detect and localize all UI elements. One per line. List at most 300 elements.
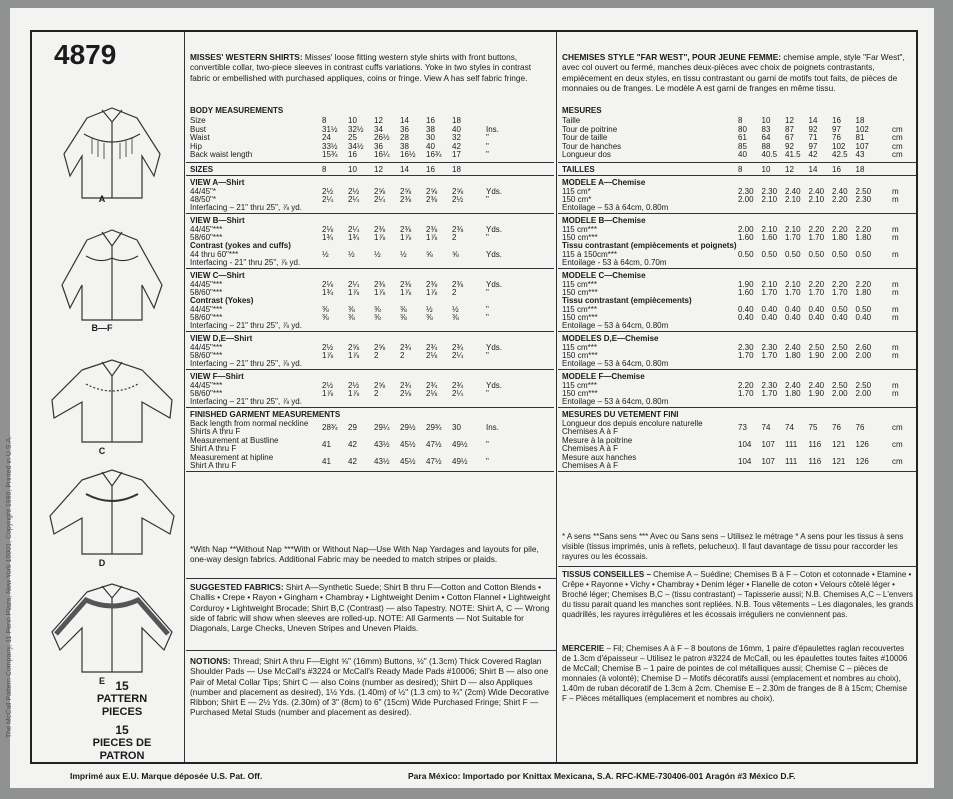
yardage-value: 0.40 <box>808 313 825 322</box>
yardage-value: 2¼ <box>348 225 360 234</box>
yardage-unit: Yds. <box>486 187 503 196</box>
fabric-width: 58/60"*** <box>190 351 223 360</box>
en-nap-note: *With Nap **Without Nap ***With or Without Nap—Use With Nap Yardages and layouts for pile, one-way design fabrics. Additional Fabric may be needed to match stripes or plaids. <box>190 544 539 565</box>
view-title: MODELE C—Chemise <box>562 271 646 280</box>
finished-value: 76 <box>855 423 865 432</box>
yardage-value: 2 <box>400 351 405 360</box>
measure-value: 64 <box>761 133 771 143</box>
finished-value: 107 <box>761 440 775 449</box>
fabric-width: 44/45"*** <box>190 280 223 289</box>
en-notions-heading: NOTIONS: <box>190 656 231 666</box>
yardage-unit: m <box>892 381 899 390</box>
yardage-value: 1⅞ <box>348 351 360 360</box>
yardage-value: 2⅝ <box>452 187 464 196</box>
yardage-value: 2.20 <box>808 280 825 289</box>
interfacing-note: Interfacing – 21" thru 25", ⅞ yd. <box>190 321 302 330</box>
yardage-value: ½ <box>348 250 355 259</box>
yardage-value: 2.20 <box>832 280 848 289</box>
yardage-unit: Yds. <box>486 250 503 259</box>
finished-label: Shirt A thru F <box>190 444 237 453</box>
yardage-value: 1⅞ <box>348 389 360 398</box>
finished-value: 116 <box>808 457 822 466</box>
pieces-label-fr: PIECES DE PATRON <box>92 737 152 762</box>
yardage-value: 1.80 <box>855 288 872 297</box>
yardage-value: ½ <box>400 250 407 259</box>
finished-value: 49½ <box>452 457 468 466</box>
yardage-value: ⅜ <box>374 305 381 314</box>
fabric-width: 150 cm* <box>562 195 592 204</box>
yardage-value: ⅜ <box>452 313 459 322</box>
side-copyright <box>4 268 24 748</box>
yardage-value: ⅜ <box>400 313 407 322</box>
finished-value: 126 <box>855 440 869 449</box>
finished-label: Measurement at Bustline <box>190 436 279 445</box>
yardage-value: 2 <box>452 288 457 297</box>
interfacing-note: Entoilage – 53 à 64cm, 0.80m <box>562 397 669 406</box>
measure-value: 32 <box>452 133 461 143</box>
fabric-width: 150 cm*** <box>562 233 598 242</box>
yardage-value: ⅜ <box>348 313 355 322</box>
fabric-width: 58/60"*** <box>190 313 223 322</box>
finished-label: Back length from normal neckline <box>190 419 309 428</box>
yardage-value: 1.70 <box>832 288 848 297</box>
measure-value: 26½ <box>374 133 390 143</box>
yardage-value: 2.60 <box>855 343 872 352</box>
yardage-value: 0.40 <box>832 313 848 322</box>
yardage-value: 2¾ <box>426 381 438 390</box>
finished-label: Mesure aux hanches <box>562 453 637 462</box>
fabric-width: 44/45"* <box>190 187 216 196</box>
en-fabrics-heading: SUGGESTED FABRICS: <box>190 582 284 592</box>
view-d-label: D <box>98 558 106 568</box>
measure-value: 17 <box>452 150 461 160</box>
measure-value: 12 <box>374 116 383 125</box>
sizes-value: 18 <box>452 165 461 174</box>
measure-value: 97 <box>808 141 818 151</box>
measure-value: 97 <box>832 124 841 134</box>
view-a-shirt-icon <box>64 108 160 198</box>
yardage-unit: Yds. <box>486 343 503 352</box>
finished-value: 73 <box>738 423 747 432</box>
yardage-value: 2.50 <box>832 343 848 352</box>
fabric-width: 44/45"*** <box>190 225 223 234</box>
yardage-value: 0.50 <box>808 250 825 259</box>
yardage-unit: m <box>892 343 899 352</box>
yardage-value: 2.40 <box>808 381 825 390</box>
finished-heading: MESURES DU VETEMENT FINI <box>562 410 679 419</box>
yardage-value: 1¾ <box>322 288 334 297</box>
yardage-value: 0.40 <box>808 305 825 314</box>
yardage-unit: " <box>486 313 489 322</box>
finished-value: 126 <box>855 457 869 466</box>
fabric-width: 115 cm*** <box>562 280 597 289</box>
measure-label: Size <box>190 116 206 125</box>
finished-label: Shirt A thru F <box>190 461 237 470</box>
measure-value: 102 <box>832 141 846 151</box>
measure-value: 15¾ <box>322 150 338 160</box>
yardage-value: 0.40 <box>785 305 801 314</box>
yardage-value: 2¼ <box>374 195 386 204</box>
measure-value: 32½ <box>348 124 364 134</box>
yardage-unit: Yds. <box>486 381 503 390</box>
view-c-label: C <box>98 446 106 456</box>
yardage-value: 2.10 <box>761 195 778 204</box>
yardage-value: 2.30 <box>761 187 778 196</box>
fabric-width: 150 cm*** <box>562 288 598 297</box>
finished-value: 74 <box>785 423 794 432</box>
measure-value: 87 <box>785 124 794 134</box>
measure-label: Tour de poitrine <box>562 124 618 134</box>
yardage-value: 2.30 <box>738 343 754 352</box>
measure-value: 40 <box>426 141 435 151</box>
yardage-value: 2¾ <box>400 381 412 390</box>
yardage-value: 2.40 <box>785 343 801 352</box>
measure-value: 34½ <box>348 141 364 151</box>
yardage-value: 2½ <box>322 381 334 390</box>
yardage-value: 2.00 <box>855 389 872 398</box>
yardage-value: 2⅛ <box>400 389 412 398</box>
yardage-value: ⅜ <box>322 305 329 314</box>
measure-value: 24 <box>322 133 331 143</box>
yardage-value: 1¾ <box>348 233 360 242</box>
yardage-value: ½ <box>322 250 329 259</box>
measure-unit: Ins. <box>486 124 499 134</box>
yardage-value: 0.40 <box>855 313 872 322</box>
yardage-value: 1⅞ <box>322 389 334 398</box>
view-e-shirt-icon <box>52 584 172 672</box>
yardage-value: 1.70 <box>761 288 778 297</box>
measure-unit: " <box>486 133 489 143</box>
measure-value: 28 <box>400 133 409 143</box>
yardage-value: 0.50 <box>832 305 848 314</box>
yardage-value: 2⅜ <box>426 280 438 289</box>
measure-value: 102 <box>855 124 869 134</box>
yardage-value: 1¾ <box>322 233 334 242</box>
yardage-value: 1⅞ <box>426 233 438 242</box>
en-measurement-tables <box>190 106 554 566</box>
sizes-value: 16 <box>426 165 435 174</box>
measure-value: 10 <box>761 116 771 125</box>
yardage-unit: m <box>892 225 899 234</box>
yardage-unit: m <box>892 250 899 259</box>
yardage-value: 1.60 <box>738 288 754 297</box>
fabric-width: 115 cm*** <box>562 381 597 390</box>
measure-value: 33½ <box>322 141 338 151</box>
yardage-value: 2⅜ <box>452 280 464 289</box>
measure-value: 36 <box>400 124 409 134</box>
sizes-value: 8 <box>322 165 327 174</box>
yardage-value: 0.40 <box>761 305 778 314</box>
yardage-value: 2.10 <box>785 280 801 289</box>
yardage-unit: m <box>892 288 899 297</box>
en-description-text: Misses' loose fitting western style shirts with front buttons, convertible collar, two-piece sleeves in contrast cuffs variations. Yoke in two styles in contrast fabric or embellished with purchased appliques, coins or fringe. View A has self fabric fringe. <box>190 52 532 83</box>
fabric-width: 115 cm*** <box>562 225 597 234</box>
yardage-value: 2.40 <box>832 187 848 196</box>
view-bf-label: B—F <box>91 323 113 333</box>
yardage-value: ½ <box>426 305 433 314</box>
yardage-value: ½ <box>452 305 459 314</box>
yardage-unit: " <box>486 389 489 398</box>
measure-value: 40 <box>738 150 747 160</box>
yardage-value: 2.40 <box>785 381 801 390</box>
measure-value: 76 <box>832 133 841 143</box>
fabric-width: 115 cm* <box>562 187 591 196</box>
fr-nap-note: * A sens **Sans sens *** Avec ou Sans sens – Utilisez le métrage * A sens pour les tissus à sens visible (tissus imprimés, unis à reflets, pelucheux). Il faut davantage de tissu pour raccorder les rayures ou les écossais. <box>562 532 904 561</box>
yardage-value: 2½ <box>322 187 334 196</box>
measure-value: 16½ <box>400 150 416 160</box>
measure-label: Hip <box>190 141 203 151</box>
yardage-value: 1.80 <box>855 233 872 242</box>
sizes-value: 18 <box>855 165 865 174</box>
fabric-width: 58/60"*** <box>190 389 223 398</box>
measure-unit: cm <box>892 141 903 151</box>
finished-value: 104 <box>738 440 752 449</box>
measure-value: 81 <box>855 133 865 143</box>
measure-value: 18 <box>452 116 461 125</box>
finished-value: 42 <box>348 440 357 449</box>
measure-value: 38 <box>426 124 435 134</box>
finished-value: 111 <box>785 457 798 466</box>
sizes-label: SIZES <box>190 165 214 174</box>
fabric-width: 44/45"*** <box>190 381 223 390</box>
sizes-label: TAILLES <box>562 165 595 174</box>
yardage-unit: Yds. <box>486 280 503 289</box>
fabric-width: 150 cm*** <box>562 351 598 360</box>
measure-value: 8 <box>322 116 327 125</box>
fr-fabrics-text: Chemise A – Suédine; Chemises B à F – Coton et cotonnade • Etamine • Crêpe • Rayonne • Vichy • Chambray • Denim léger • Flanelle de coton • Velours côtelé léger • Broché léger; Chemises B,C – (tissu contrastant) – Tapisserie aussi; N.B. Chemises A,C – L'envers du tissu parait quand les manches sont repliées. N.B. Tous vêtements – Les diagonales, les grands quadrillés, les rayures irrégulières et les écossais irréguliers ne conviennent pas. <box>562 570 914 619</box>
interfacing-note: Entoilage – 53 à 64cm, 0.80m <box>562 321 669 330</box>
en-title: MISSES' WESTERN SHIRTS: <box>190 52 303 62</box>
yardage-unit: " <box>486 233 489 242</box>
finished-label: Chemises A à F <box>562 427 619 436</box>
measure-value: 40.5 <box>761 150 778 160</box>
yardage-value: 1.70 <box>808 288 825 297</box>
measure-unit: cm <box>892 124 903 134</box>
measure-value: 85 <box>738 141 747 151</box>
fabric-width: 115 cm*** <box>562 305 597 314</box>
finished-value: 75 <box>808 423 818 432</box>
yardage-value: 2½ <box>452 195 464 204</box>
finished-unit: cm <box>892 423 903 432</box>
measure-label: Taille <box>562 116 581 125</box>
yardage-value: 2.10 <box>761 225 778 234</box>
yardage-value: 2.20 <box>808 225 825 234</box>
yardage-value: 1.70 <box>761 351 778 360</box>
view-e-label: E <box>98 676 105 686</box>
measure-value: 25 <box>348 133 357 143</box>
interfacing-note: Interfacing – 21" thru 25", ⅞ yd. <box>190 203 302 212</box>
yardage-value: 2.20 <box>832 195 848 204</box>
yardage-unit: m <box>892 389 899 398</box>
yardage-value: ⅜ <box>348 305 355 314</box>
yardage-unit: m <box>892 305 899 314</box>
yardage-value: 2.10 <box>785 225 801 234</box>
measure-label: Tour de taille <box>562 133 608 143</box>
contrast-heading: Contrast (yokes and cuffs) <box>190 241 291 250</box>
yardage-value: 1⅞ <box>400 233 412 242</box>
yardage-unit: Yds. <box>486 225 503 234</box>
finished-value: 116 <box>808 440 822 449</box>
yardage-value: 2.30 <box>761 381 778 390</box>
contrast-heading: Tissu contrastant (empiècements) <box>562 296 692 305</box>
yardage-value: 2⅜ <box>452 225 464 234</box>
sizes-value: 16 <box>832 165 841 174</box>
yardage-unit: m <box>892 313 899 322</box>
measure-value: 16 <box>832 116 841 125</box>
sizes-value: 14 <box>400 165 409 174</box>
finished-value: 45½ <box>400 440 416 449</box>
yardage-unit: " <box>486 195 489 204</box>
finished-value: 30 <box>452 423 461 432</box>
body-measurements-heading: MESURES <box>562 106 602 115</box>
interfacing-note: Interfacing – 21" thru 25", ⅞ yd. <box>190 397 302 406</box>
finished-heading: FINISHED GARMENT MEASUREMENTS <box>190 410 341 419</box>
finished-unit: " <box>486 457 489 466</box>
yardage-value: 2.20 <box>855 280 872 289</box>
finished-value: 29¼ <box>374 423 390 432</box>
finished-value: 28¾ <box>322 423 338 432</box>
finished-value: 47½ <box>426 457 442 466</box>
finished-value: 29¾ <box>426 423 442 432</box>
fabric-width: 150 cm*** <box>562 389 598 398</box>
view-title: VIEW C—Shirt <box>190 271 245 280</box>
sizes-value: 10 <box>348 165 357 174</box>
yardage-value: 2.30 <box>855 195 872 204</box>
fr-suggested-fabrics <box>562 570 914 620</box>
yardage-value: ⅝ <box>426 250 433 259</box>
finished-value: 111 <box>785 440 798 449</box>
yardage-unit: " <box>486 288 489 297</box>
yardage-value: 0.50 <box>855 305 872 314</box>
yardage-value: 2.10 <box>761 280 778 289</box>
measure-value: 92 <box>785 141 794 151</box>
finished-label: Longueur dos depuis encolure naturelle <box>562 419 703 428</box>
yardage-unit: " <box>486 351 489 360</box>
measure-value: 12 <box>785 116 794 125</box>
interfacing-note: Entoilage – 53 à 64cm, 0.80m <box>562 359 669 368</box>
contrast-heading: Tissu contrastant (empiècements et poignets) <box>562 241 737 250</box>
yardage-value: 1.60 <box>738 233 754 242</box>
yardage-value: 2.00 <box>738 225 754 234</box>
en-description <box>190 52 550 83</box>
fr-fabrics-heading: TISSUS CONSEILLES – <box>562 570 651 579</box>
fabric-width: 58/60"*** <box>190 288 223 297</box>
yardage-value: 2⅜ <box>426 225 438 234</box>
finished-label: Mesure à la poitrine <box>562 436 633 445</box>
view-c-shirt-icon <box>52 360 172 442</box>
yardage-value: ½ <box>374 250 381 259</box>
measure-value: 14 <box>400 116 409 125</box>
yardage-value: 2.40 <box>785 187 801 196</box>
view-title: MODELES D,E—Chemise <box>562 334 659 343</box>
yardage-unit: m <box>892 187 899 196</box>
yardage-unit: m <box>892 195 899 204</box>
yardage-value: 0.50 <box>761 250 778 259</box>
pattern-pieces-label: PATTERN PIECES <box>96 693 148 718</box>
measure-unit: cm <box>892 150 903 160</box>
interfacing-note: Entoilage - 53 à 64cm, 0.70m <box>562 258 667 267</box>
finished-label: Measurement at hipline <box>190 453 274 462</box>
fabric-width: 44 thru 60"*** <box>190 250 239 259</box>
yardage-value: 2⅝ <box>400 187 412 196</box>
sizes-value: 10 <box>761 165 771 174</box>
yardage-value: 2⅝ <box>374 187 386 196</box>
view-title: VIEW A—Shirt <box>190 178 245 187</box>
yardage-unit: m <box>892 351 899 360</box>
instruction-frame <box>30 30 918 764</box>
measure-value: 107 <box>855 141 869 151</box>
yardage-value: 2.10 <box>808 195 825 204</box>
measure-value: 38 <box>400 141 409 151</box>
measure-value: 40 <box>452 124 461 134</box>
view-title: MODELE A—Chemise <box>562 178 646 187</box>
yardage-unit: m <box>892 233 899 242</box>
yardage-value: 2⅛ <box>426 389 438 398</box>
yardage-value: 2⅜ <box>374 225 386 234</box>
yardage-value: 2⅛ <box>426 351 438 360</box>
sizes-value: 12 <box>374 165 383 174</box>
yardage-value: 1.70 <box>785 288 801 297</box>
yardage-value: 0.50 <box>855 250 872 259</box>
yardage-value: ⅜ <box>400 305 407 314</box>
finished-value: 76 <box>832 423 841 432</box>
yardage-value: 2 <box>452 233 457 242</box>
yardage-value: 2¼ <box>322 195 334 204</box>
measure-value: 71 <box>808 133 818 143</box>
yardage-value: 0.40 <box>738 305 754 314</box>
finished-value: 29 <box>348 423 357 432</box>
measure-label: Back waist length <box>190 150 253 160</box>
pattern-pieces-count: 15 <box>115 679 129 693</box>
yardage-value: 0.50 <box>785 250 801 259</box>
yardage-value: 2⅝ <box>426 187 438 196</box>
yardage-value: 2.50 <box>832 381 848 390</box>
yardage-value: 1.70 <box>738 389 754 398</box>
fabric-width: 58/60"*** <box>190 233 223 242</box>
measure-value: 42.5 <box>832 150 848 160</box>
yardage-value: 1.90 <box>808 389 825 398</box>
interfacing-note: Interfacing - 21" thru 25", ⅞ yd. <box>190 258 301 267</box>
interfacing-note: Interfacing – 21" thru 25", ⅞ yd. <box>190 359 302 368</box>
finished-value: 74 <box>761 423 771 432</box>
finished-value: 45½ <box>400 457 416 466</box>
measure-value: 16¾ <box>426 150 442 160</box>
yardage-value: 2½ <box>348 381 360 390</box>
yardage-value: 2.00 <box>832 351 848 360</box>
fabric-width: 115 cm*** <box>562 343 597 352</box>
yardage-value: 1.70 <box>738 351 754 360</box>
yardage-value: 0.40 <box>785 313 801 322</box>
yardage-value: 1.70 <box>761 389 778 398</box>
yardage-value: 1.70 <box>785 233 801 242</box>
yardage-value: 2⅛ <box>322 280 334 289</box>
pieces-count-fr: 15 <box>115 723 129 737</box>
finished-value: 47½ <box>426 440 442 449</box>
yardage-value: ⅜ <box>426 313 433 322</box>
sizes-value: 14 <box>808 165 818 174</box>
yardage-value: 2⅜ <box>426 195 438 204</box>
yardage-value: 1⅞ <box>348 288 360 297</box>
yardage-value: 1.70 <box>808 233 825 242</box>
yardage-value: 2.30 <box>761 343 778 352</box>
shirt-views-illustration <box>42 80 182 680</box>
yardage-value: 2.20 <box>738 381 754 390</box>
yardage-value: 1⅞ <box>374 233 386 242</box>
yardage-value: 2⅝ <box>374 381 386 390</box>
yardage-value: 1⅞ <box>400 288 412 297</box>
fr-notions <box>562 644 914 704</box>
finished-value: 107 <box>761 457 775 466</box>
